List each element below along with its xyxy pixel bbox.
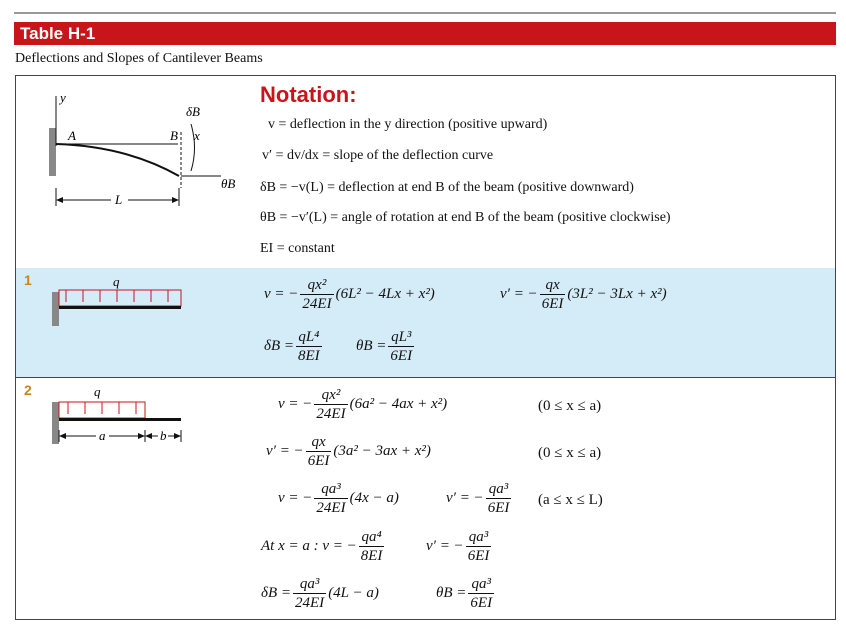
- case-2-eq-1: v = − $\frac{\text{qx²}}{24EI}$ (6a² − 4ax + x²): [278, 387, 448, 422]
- case-2-eq-7: δB = $\frac{\text{qa³}}{24EI}$ (4L − a): [261, 576, 379, 611]
- label-b: b: [160, 428, 167, 443]
- case-2-eq-5: At x = a : v = − $\frac{\text{qa⁴}}{8EI}$: [261, 529, 383, 564]
- load-label: q: [94, 384, 101, 399]
- case-1-beam-diagram: [16, 268, 216, 348]
- case-2-row: [16, 378, 835, 619]
- label-A: A: [68, 128, 76, 143]
- table-subtitle: Deflections and Slopes of Cantilever Beams: [15, 51, 263, 66]
- case-2-eq-2: v′ = − $\frac{qx}{6EI}$ (3a² − 3ax + x²): [266, 434, 431, 469]
- label-x: x: [194, 128, 200, 143]
- notation-line-1: v = deflection in the y direction (positive upward): [268, 117, 548, 132]
- notation-line-2: v′ = dv/dx = slope of the deflection curve: [262, 148, 494, 163]
- label-B: B: [170, 128, 178, 143]
- case-2-range-1: (0 ≤ x ≤ a): [538, 398, 602, 414]
- notation-title: Notation:: [260, 82, 357, 107]
- notation-line-4: θB = −v′(L) = angle of rotation at end B of the beam (positive clockwise): [260, 210, 671, 225]
- load-label: q: [113, 274, 120, 289]
- label-a: a: [99, 428, 106, 443]
- notation-beam-diagram: [16, 76, 246, 266]
- deflected-curve: [56, 144, 179, 176]
- label-L: L: [115, 192, 123, 207]
- case-2-beam-diagram: [16, 378, 216, 478]
- label-y: y: [60, 90, 66, 105]
- table-header: Table H-1: [14, 22, 836, 45]
- case-1-row: [16, 268, 835, 378]
- case-number: 2: [24, 382, 32, 398]
- wall-support: [49, 128, 56, 176]
- case-1-eq-slope: v′ = − $\frac{qx}{6EI}$ (3L² − 3Lx + x²): [500, 277, 667, 312]
- case-number: 1: [24, 272, 32, 288]
- case-1-eq-thetaB: θB = $\frac{\text{qL³}}{6EI}$: [356, 329, 413, 364]
- case-1-eq-deflection: v = − $\frac{\text{qx²}}{24EI}$ (6L² − 4Lx + x²): [264, 277, 435, 312]
- case-2-range-3: (a ≤ x ≤ L): [538, 492, 603, 508]
- notation-line-3: δB = −v(L) = deflection at end B of the beam (positive downward): [260, 180, 634, 195]
- case-2-eq-8: θB = $\frac{\text{qa³}}{6EI}$: [436, 576, 493, 611]
- case-1-eq-deltaB: δB = $\frac{\text{qL⁴}}{8EI}$: [264, 329, 320, 364]
- top-rule: [14, 12, 836, 14]
- case-2-eq-3: v = − $\frac{\text{qa³}}{24EI}$ (4x − a): [278, 481, 399, 516]
- label-deltaB: δB: [186, 104, 200, 119]
- case-2-range-2: (0 ≤ x ≤ a): [538, 445, 602, 461]
- deflection-table: [15, 75, 836, 620]
- case-2-eq-4: v′ = − $\frac{\text{qa³}}{6EI}$: [446, 481, 510, 516]
- notation-line-5: EI = constant: [260, 241, 335, 256]
- case-2-eq-6: v′ = − $\frac{\text{qa³}}{6EI}$: [426, 529, 490, 564]
- label-thetaB: θB: [221, 176, 236, 191]
